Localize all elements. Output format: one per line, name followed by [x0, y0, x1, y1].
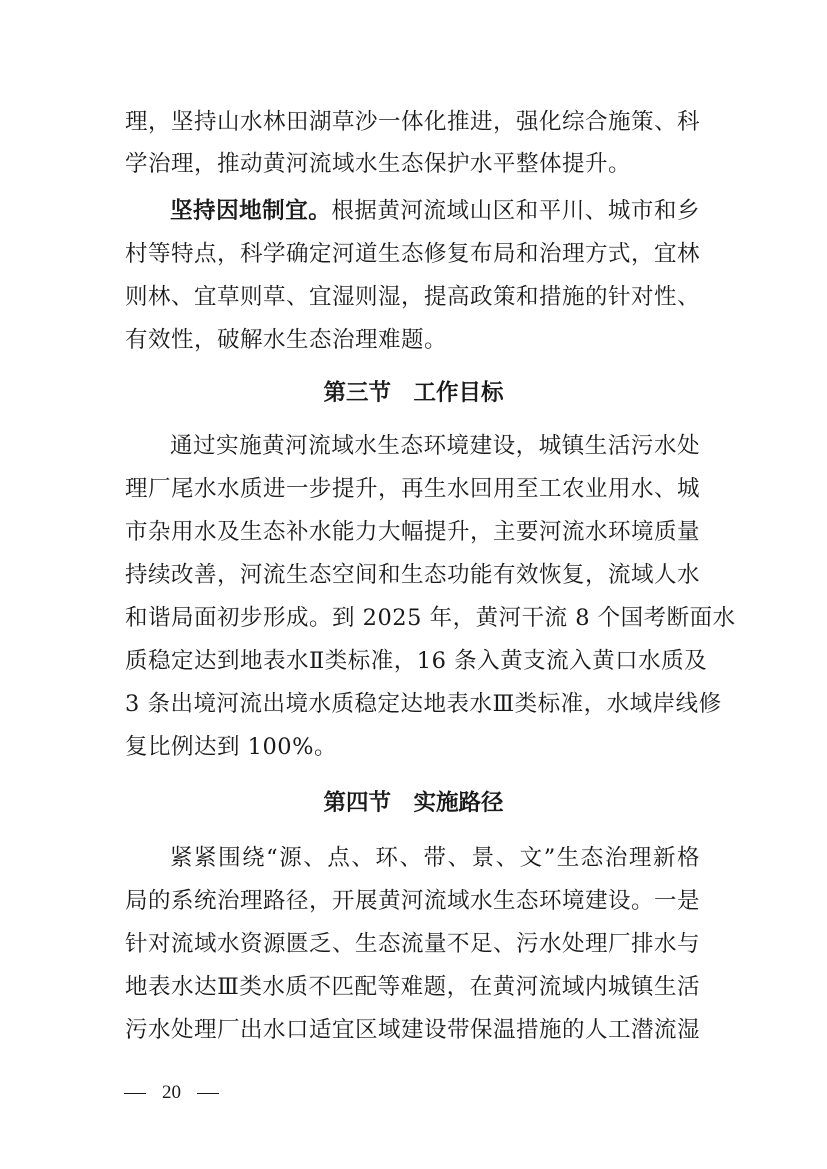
paragraph-line: 地表水达Ⅲ类水质不匹配等难题，在黄河流域内城镇生活	[125, 974, 700, 1000]
paragraph-line: 复比例达到 100%。	[125, 734, 337, 760]
page-number: 20	[162, 1082, 181, 1103]
paragraph-line	[170, 196, 700, 226]
paragraph-text: 根据黄河流域山区和平川、城市和乡	[331, 198, 700, 224]
paragraph-line: 紧紧围绕“源、点、环、带、景、文”生态治理新格	[170, 845, 700, 871]
paragraph-line: 持续改善，河流生态空间和生态功能有效恢复，流域人水	[125, 562, 701, 588]
paragraph-line: 3 条出境河流出境水质稳定达地表水Ⅲ类标准，水域岸线修	[125, 691, 722, 717]
paragraph-line: 村等特点，科学确定河道生态修复布局和治理方式，宜林	[125, 241, 701, 267]
paragraph-line: 和谐局面初步形成。到 2025 年，黄河干流 8 个国考断面水	[125, 605, 736, 631]
section-heading: 第四节 实施路径	[323, 790, 504, 816]
paragraph-line: 有效性，破解水生态治理难题。	[125, 327, 448, 353]
paragraph-lead: 坚持因地制宜。	[170, 198, 332, 224]
paragraph-line: 理厂尾水水质进一步提升，再生水回用至工农业用水、城	[125, 476, 701, 502]
paragraph-line: 质稳定达到地表水Ⅱ类标准，16 条入黄支流入黄口水质及	[125, 648, 708, 674]
footer-dash	[124, 1093, 146, 1094]
paragraph-line: 针对流域水资源匮乏、生态流量不足、污水处理厂排水与	[125, 931, 701, 957]
paragraph-line: 市杂用水及生态补水能力大幅提升，主要河流水环境质量	[125, 519, 701, 545]
page-footer	[124, 1080, 219, 1106]
footer-dash	[197, 1093, 219, 1094]
paragraph-line: 通过实施黄河流域水生态环境建设，城镇生活污水处	[170, 433, 700, 459]
paragraph-line: 局的系统治理路径，开展黄河流域水生态环境建设。一是	[125, 888, 701, 914]
paragraph-line: 学治理，推动黄河流域水生态保护水平整体提升。	[125, 151, 632, 177]
paragraph-line: 则林、宜草则草、宜湿则湿，提高政策和措施的针对性、	[125, 284, 701, 310]
paragraph-line: 理，坚持山水林田湖草沙一体化推进，强化综合施策、科	[125, 109, 701, 135]
section-heading: 第三节 工作目标	[323, 380, 504, 406]
paragraph-line: 污水处理厂出水口适宜区域建设带保温措施的人工潜流湿	[125, 1017, 701, 1043]
